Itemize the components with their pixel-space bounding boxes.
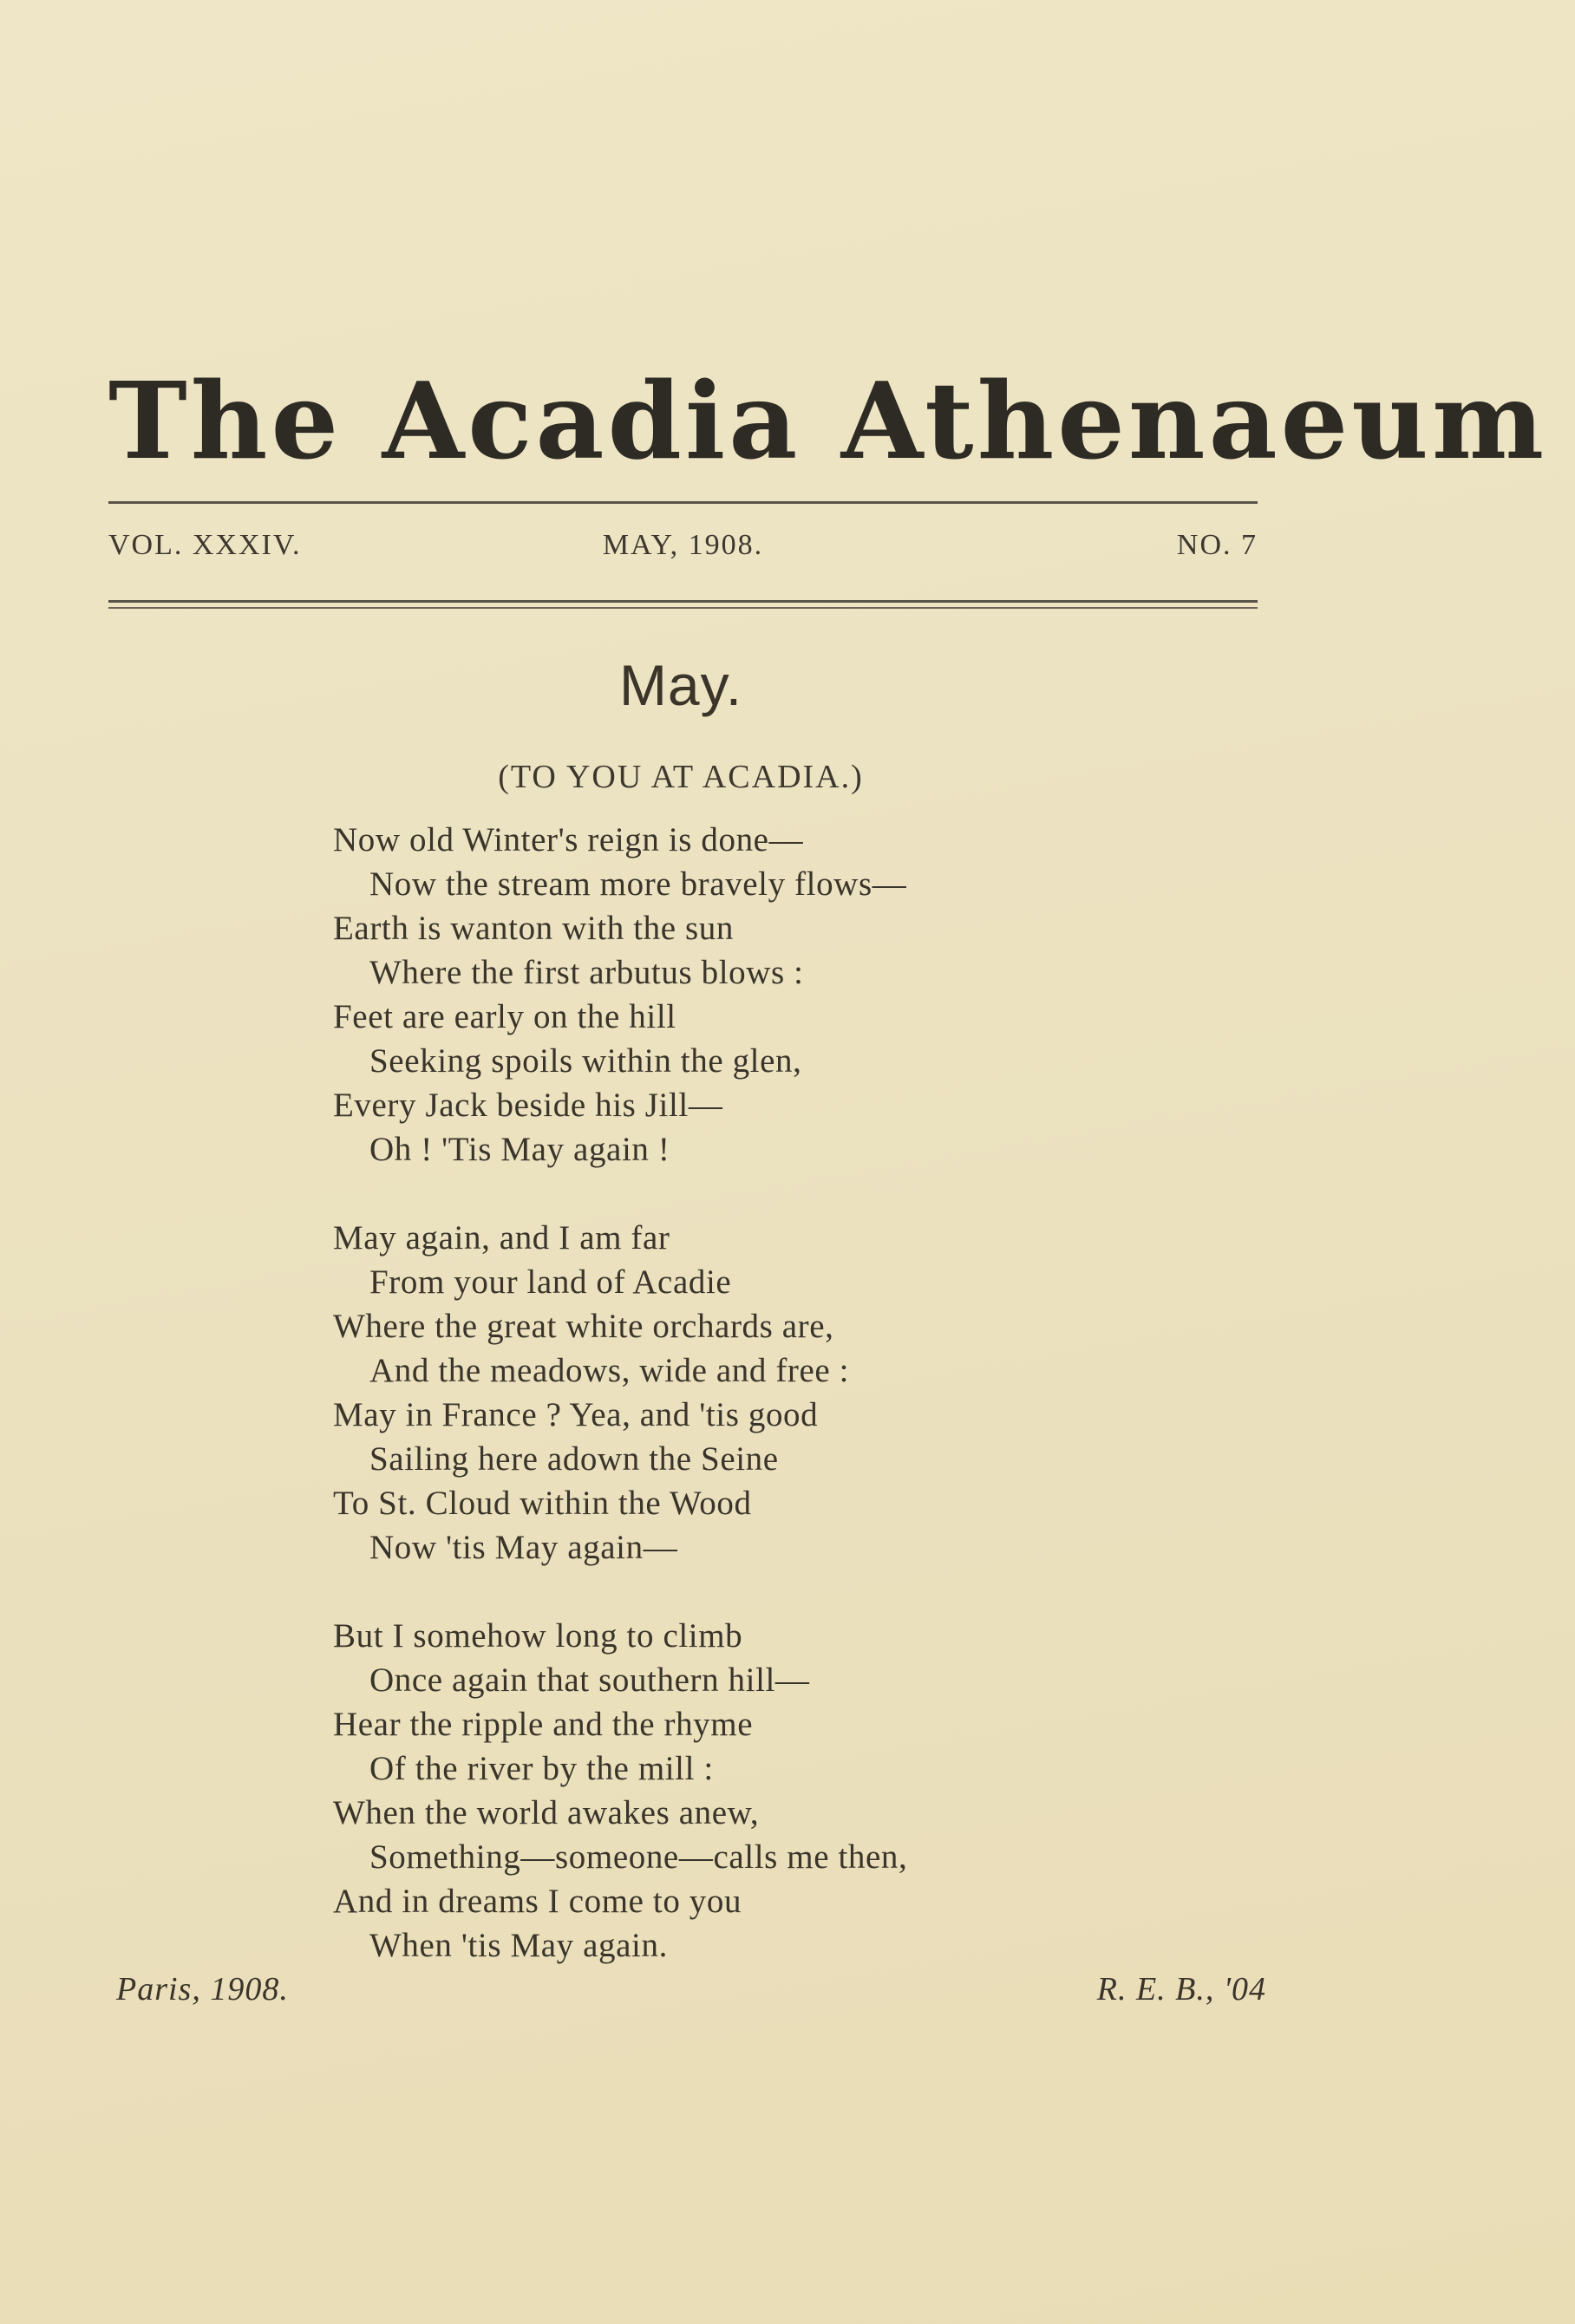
poem-line: May in France ? Yea, and 'tis good bbox=[333, 1396, 819, 1433]
poem-line: Hear the ripple and the rhyme bbox=[333, 1706, 754, 1743]
poem-stanza-2 bbox=[333, 1216, 1114, 1570]
masthead-rule-bottom-double bbox=[108, 607, 1258, 609]
poem-title: May. bbox=[618, 653, 743, 717]
poem-subtitle: (TO YOU AT ACADIA.) bbox=[498, 759, 864, 795]
masthead-rule-top bbox=[108, 501, 1258, 504]
poem-line: And in dreams I come to you bbox=[333, 1883, 742, 1920]
poem-line: Feet are early on the hill bbox=[333, 998, 676, 1035]
footer-place-date: Paris, 1908. bbox=[116, 1971, 289, 2007]
issue-line bbox=[108, 529, 1258, 572]
masthead-rule-bottom bbox=[108, 600, 1258, 603]
issue-date: MAY, 1908. bbox=[602, 529, 764, 561]
poem-line: But I somehow long to climb bbox=[333, 1617, 743, 1655]
poem-body bbox=[333, 818, 1114, 1968]
poem-line: Something—someone—calls me then, bbox=[369, 1838, 908, 1876]
poem-line: Where the great white orchards are, bbox=[333, 1308, 834, 1345]
poem-line: From your land of Acadie bbox=[369, 1263, 732, 1301]
poem-line: When 'tis May again. bbox=[369, 1927, 668, 1964]
poem-line: Once again that southern hill— bbox=[369, 1661, 810, 1699]
poem-line: Of the river by the mill : bbox=[369, 1750, 714, 1787]
poem-line: Where the first arbutus blows : bbox=[369, 954, 804, 991]
stanza-gap bbox=[333, 1570, 1114, 1614]
poem-line: Now old Winter's reign is done— bbox=[333, 821, 804, 858]
poem-line: Now the stream more bravely flows— bbox=[369, 865, 907, 903]
poem-line: Sailing here adown the Seine bbox=[369, 1440, 779, 1478]
poem-line: To St. Cloud within the Wood bbox=[333, 1485, 752, 1522]
issue-volume: VOL. XXXIV. bbox=[108, 529, 302, 561]
masthead-title: The Acadia Athenaeum bbox=[108, 358, 1548, 483]
issue-number: NO. 7 bbox=[1176, 529, 1258, 561]
poem-line: Seeking spoils within the glen, bbox=[369, 1042, 802, 1080]
poem-line: May again, and I am far bbox=[333, 1219, 670, 1257]
poem-line: Every Jack beside his Jill— bbox=[333, 1087, 723, 1124]
footer-author-signature: R. E. B., '04 bbox=[1096, 1971, 1266, 2007]
poem-line: And the meadows, wide and free : bbox=[369, 1352, 850, 1389]
poem-line: Earth is wanton with the sun bbox=[333, 910, 734, 947]
poem-line: Now 'tis May again— bbox=[369, 1529, 678, 1566]
poem-line: When the world awakes anew, bbox=[333, 1794, 760, 1831]
poem-line: Oh ! 'Tis May again ! bbox=[369, 1131, 670, 1168]
poem-stanza-3 bbox=[333, 1614, 1114, 1968]
poem-stanza-1 bbox=[333, 818, 1114, 1172]
stanza-gap bbox=[333, 1172, 1114, 1216]
